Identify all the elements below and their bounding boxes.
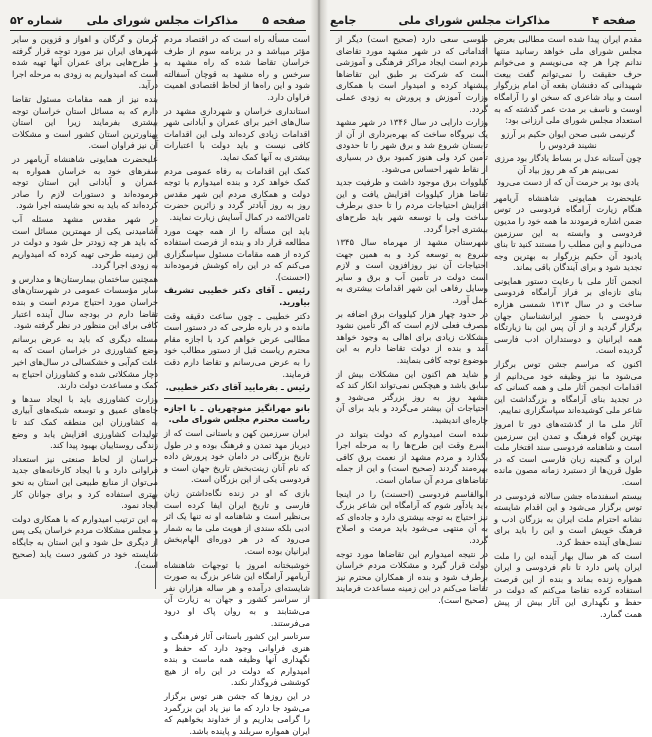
left-page-header [10, 12, 306, 31]
section-divider [164, 398, 310, 399]
paragraph: باید این مسأله را از همه جهت مورد مطالعه قرار داد و بنده از فرصت استفاده کرده از همه مقامات مسئول سپاسگزاری می‌کنم که در این راه کوشش فرموده‌اند (احسنت). [164, 225, 310, 282]
paragraph: در شهر مقدس مشهد مسئله آب آشامیدنی یکی از مهمترین مسائل است که باید هر چه زودتر حل شود و دولت در این زمینه طرحی تهیه کرده که امیدواریم به زودی اجرا گردد. [12, 213, 158, 271]
book-gutter [310, 0, 328, 599]
poem-line: یادی بود بر حرمت آن که از دست می‌رود [497, 177, 639, 188]
paragraph: دکتر خطیبی ـ چون ساعت دقیقه وقت مانده و در باره طرحی که در دستور است مطالبی عرض خواهم کرد با اجازه مقام محترم ریاست قبل از دستور مطالب خود را به عرض می‌رسانم و تقاضا دارم دقت فرمایند. [164, 310, 310, 379]
paragraph: اکنون که مراسم جشن توس برگزار می‌شود ما نیز وظیفه خود می‌دانیم از اقدامات انجمن آثار ملی و همه کسانی که در تجدید بنای آرامگاه و بزرگداشت این شاعر ملی کوشیده‌اند سپاسگزاری نماییم. [494, 359, 642, 416]
paragraph: بنده نیز از همه مقامات مسئول تقاضا دارم که به مسائل استان خراسان توجه بیشتری بفرمایند زیرا این استان پهناورترین استان کشور است و مشکلات آن نیز فراوان است. [12, 93, 158, 151]
paragraph: بیستم اسفندماه جشن سالانه فردوسی در توس برگزار می‌شود و این اقدام شایسته نشانه احترام ملت ایران به بزرگان ادب و فرهنگ خویش است و این را باید برای نسل‌های آینده حفظ کرد. [494, 490, 642, 547]
paragraph: است که هر سال بهار آینده این را ملت ایران پاس دارد تا نام فردوسی و ایران همواره زنده بماند و بنده از این فرصت استفاده کرده تقاضا می‌کنم که دولت در حفظ و نگهداری این آثار بیش از پیش همت گمارد. [494, 550, 642, 619]
paragraph: مسئله دیگری که باید به عرض برسانم وضع کشاورزی در خراسان است که به علت کم‌آبی و خشکسالی در سال‌های اخیر دچار مشکلاتی شده و کشاورزان احتیاج به کمک و مساعدت دولت دارند. [12, 333, 158, 391]
paragraph: شهرستان مشهد از مهرماه سال ۱۳۴۵ شروع به توسعه کرد و به همین جهت احتیاجات آن نیز روزافزون است و لازم است دولت در تأمین آب و برق و سایر وسایل رفاهی این شهر اقدامات بیشتری به عمل آورد. [336, 237, 488, 306]
paragraph: به این ترتیب امیدوارم که با همکاری دولت و مجلس مشکلات مردم خراسان یکی پس از دیگری حل شود و این استان به جایگاه شایسته خود در کشور دست یابد (صحیح است). [12, 513, 158, 571]
right-page [318, 0, 652, 619]
paragraph: خوشبختانه امروز با توجهات شاهنشاه آریامهر آرامگاه این شاعر بزرگ به صورت شایسته‌ای درآمده و هر ساله هزاران نفر از سراسر کشور و جهان به زیارت آن می‌شتابند و به روان پاک او درود می‌فرستند. [164, 559, 310, 628]
right-page-header [330, 12, 636, 31]
paragraph: انجمن آثار ملی با رعایت دستور همایونی بنای تازه‌ای بر فراز آرامگاه فردوسی ساخت و در سال ۱۳۱۳ شمسی هزاره فردوسی با حضور ایرانشناسان جهان برگزار گردید و از آن پس این بنا زیارتگاه همه ایرانیان و دوستداران ادب فارسی گردیده است. [494, 275, 643, 356]
paragraph: علیحضرت همایونی شاهنشاه آریامهر در سفرهای خود به خراسان همواره به عمران و آبادانی این استان توجه فرموده‌اند و دستورات لازم را صادر کرده‌اند که باید به نحو شایسته اجرا شود. [12, 153, 158, 211]
paragraph: در نتیجه امیدوارم این تقاضاها مورد توجه دولت قرار گیرد و مشکلات مردم خراسان برطرف شود و بنده از همکاران محترم نیز تقاضا می‌کنم در این زمینه مساعدت فرمایند (صحیح است). [336, 548, 488, 605]
paragraph: وزارت دارایی در سال ۱۳۴۶ در شهر مشهد یک نیروگاه ساخت که بهره‌برداری از آن از تابستان شروع شد و برق شهر را تا حدودی تأمین کرد ولی هنوز کمبود برق در بسیاری از نقاط شهر احساس می‌شود. [336, 117, 488, 174]
left-page [0, 0, 318, 736]
right-page-title: مذاکرات مجلس شورای ملی [398, 13, 551, 27]
poem-line: گرنیمی شبی صحن ایوان حکیم بر آرزو نشیند فردوس را [501, 128, 635, 151]
speaker-line: رئیس ـ آقای دکتر خطیبی تشریف بیاورید. [164, 285, 310, 308]
paragraph: در حدود چهار هزار کیلووات برق اضافه بر مصرف فعلی لازم است که اگر تأمین نشود مشکلات زیادی برای اهالی به وجود خواهد آمد و بنده از دولت تقاضا دارم به این موضوع توجه کافی بنمایند. [336, 308, 488, 366]
right-page-column-a [494, 34, 643, 619]
paragraph: و شاید هم اکنون این مشکلات بیش از سابق باشد و هیچکس نمی‌تواند انکار کند که مشهد روز به روز بزرگتر می‌شود و احتیاجات آن بیشتر می‌گردد و باید برای آن چاره‌ای اندیشید. [336, 368, 488, 425]
right-page-issue: جامع [330, 13, 357, 27]
paragraph: طوسی سعی دارد (صحیح است) دیگر از اقداماتی که در شهر مشهد مورد تقاضای مردم است ایجاد مراکز فرهنگی و آموزشی است که شرکت بر طبق این تقاضاها پیشنهاد کرده و امیدوار است با همکاری وزارت آموزش و پرورش به زودی عملی گردد. [336, 34, 488, 114]
paragraph: سرتاسر این کشور باستانی آثار فرهنگی و هنری فراوانی وجود دارد که حفظ و نگهداری آنها وظیفه همه ماست و بنده امیدوارم که دولت در این راه از هیچ کوششی فروگذار نکند. [164, 631, 310, 688]
paragraph: بازی که او در زنده نگاه‌داشتن زبان فارسی و تاریخ ایران ایفا کرده است بی‌نظیر است و شاهنامه او نه تنها یک اثر ادبی بلکه سندی از هویت ملی ما به شمار می‌رود که در هر دوره‌ای الهام‌بخش ایرانیان بوده است. [164, 487, 310, 556]
speaker-line: رئیس ـ بفرمایید آقای دکتر خطیبی. [165, 382, 310, 393]
paragraph: علیحضرت همایونی شاهنشاه آریامهر هنگام زیارت آرامگاه فردوسی در توس ضمن اشاره فرمودند ما همه خود را مدیون فردوسی و وابسته به این سرزمین می‌دانیم و این مطلب را مستند کنید تا بنای یادبود آن حکیم بزرگوار به بهترین وجه تجدید شود و برای آیندگان باقی بماند. [494, 192, 642, 273]
speaker-line: بانو مهرانگیز منوچهریان ـ با اجازه ریاست محترم مجلس شورای ملی. [164, 402, 310, 425]
paragraph: آثار ملی ما از گذشته‌های دور تا امروز بهترین گواه فرهنگ و تمدن این سرزمین است و شاهنامه فردوسی سند افتخار ملت ایران و گنجینه زبان فارسی است که در طول قرن‌ها از دستبرد زمانه مصون مانده است. [494, 419, 642, 487]
paragraph: کیلووات برق موجود داشت و ظرفیت جدید تقاضا هزار کیلووات افزایش یافت و این افزایش احتیاجات مردم را تا حدی برطرف ساخت ولی با توسعه شهر باید طرح‌های بیشتری اجرا گردد. [336, 177, 488, 234]
paragraph: است مسأله راه است که در اقتصاد مردم مؤثر میباشد و در برنامه سوم از طرف خراسان تقاضا شده که راه مشهد به سرخس و راه مشهد به قوچان آسفالته شود و این راه‌ها از لحاظ اقتصادی اهمیت فراوان دارد. [164, 34, 310, 102]
paragraph: خراسان از لحاظ صنعتی نیز استعداد فراوانی دارد و با ایجاد کارخانه‌های جدید می‌توان از منابع طبیعی این استان به نحو بهتری استفاده کرد و برای جوانان کار ایجاد نمود. [12, 453, 158, 511]
left-page-column-a [164, 34, 310, 736]
paragraph: استانداری خراسان و شهرداری مشهد در سال‌های اخیر برای عمران و آبادانی شهر اقدامات زیادی کرده‌اند ولی این اقدامات کافی نیست و باید دولت با اعتبارات بیشتری به آنها کمک نماید. [164, 105, 310, 162]
paragraph: ایران سرزمین کهن و باستانی است که از دیرباز مهد تمدن و فرهنگ بوده و در طول تاریخ بزرگانی در دامان خود پرورش داده که نام آنان زینت‌بخش تاریخ جهان است و فردوسی یکی از این بزرگان است. [164, 428, 310, 485]
left-page-title: مذاکرات مجلس شورای ملی [86, 13, 239, 27]
paragraph: همچنین ساختمان بیمارستان‌ها و مدارس و سایر مؤسسات عمومی در شهرستان‌های خراسان مورد احتیاج مردم است و بنده تقاضا دارم در بودجه سال آینده اعتبار کافی برای این منظور در نظر گرفته شود. [12, 273, 158, 331]
right-page-column-b [336, 34, 488, 605]
paragraph: ابوالقاسم فردوسی (احسنت) را در اینجا باید یادآور شوم که آرامگاه این شاعر بزرگ نیز احتیاج به توجه بیشتری دارد و جاده‌ای که به آن منتهی می‌شود باید مرمت و اصلاح گردد. [336, 488, 488, 545]
paragraph: مقدم ایران پیدا شده است مطالبی بعرض مجلس شورای ملی خواهد رسانید منتها ندانم چرا هر چه می‌نویسم و می‌خوانم حرف حقیقت را نمی‌توانم گفت بیعت شهیدانی که دفنشان بقعه آن امام بزرگوار است و بیاد شاعری که سخن او را آرامگاه اوست و ناسف بر مدت عمر گذشته که به استعداد مجلس شورای ملی ارزانی بود: [494, 34, 642, 126]
poem-block [494, 129, 642, 189]
left-page-issue: شماره ۵۲ [10, 13, 63, 27]
paragraph: وزارت کشاورزی باید با ایجاد سدها و چاه‌های عمیق و توسعه شبکه‌های آبیاری به کشاورزان این منطقه کمک کند تا تولیدات کشاورزی افزایش یابد و وضع زندگی روستاییان بهبود پیدا کند. [12, 393, 158, 451]
paragraph: در این روزها که جشن هنر توس برگزار می‌شود جا دارد که ما نیز یاد این بزرگمرد را گرامی بداریم و از خداوند بخواهیم که ایران همواره سربلند و پاینده باشد. [164, 691, 310, 736]
paragraph: کرمان و گرگان و اهواز و قزوین و سایر شهرهای ایران نیز مورد توجه قرار گرفته و طرح‌هایی برای عمران آنها تهیه شده است که امیدواریم به زودی به مرحله اجرا درآید. [12, 34, 158, 91]
paragraph: شده است امیدوارم که دولت بتواند در اسرع وقت این طرح‌ها را به مرحله اجرا بگذارد و مردم مشهد از نعمت برق کافی بهره‌مند گردند (صحیح است) و این از جمله تقاضاهای مردم آن سامان است. [336, 428, 488, 485]
left-page-column-b [12, 34, 158, 591]
left-page-number: صفحه ۵ [262, 13, 306, 27]
paragraph: کمک این اقدامات به رفاه عمومی مردم کمک خواهد کرد و بنده امیدوارم با توجه دولت و همکاری مردم این شهر مقدس روز به روز آبادتر گردد و زائرین حضرت ثامن‌الائمه در کمال آسایش زیارت نمایند. [164, 165, 310, 222]
right-page-number: صفحه ۴ [592, 13, 636, 27]
poem-line: چون آستانه عدل بر بساط یادگار بود مرزی نمی‌بینم هر که هر روز بیاد آن [494, 152, 642, 175]
